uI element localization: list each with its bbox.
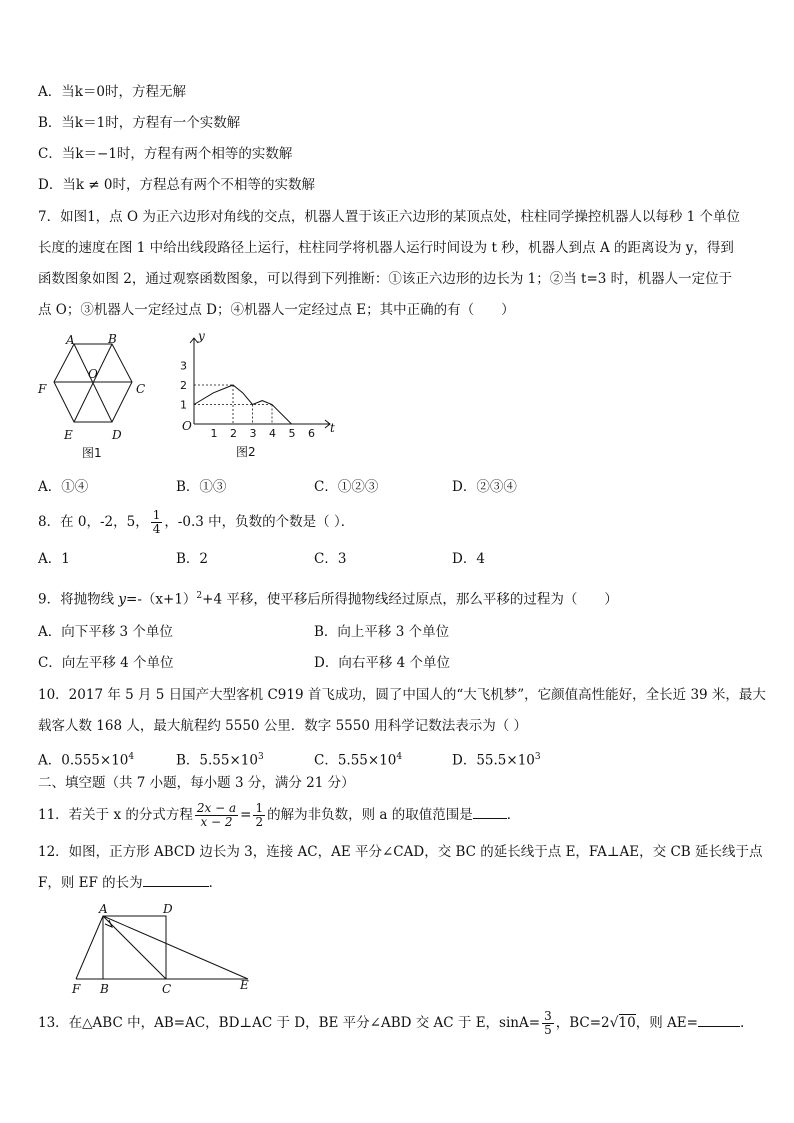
hex-label-b: B: [108, 332, 117, 346]
q8-option-a: A．1: [38, 551, 70, 567]
q7-option-d: D．②③④: [452, 479, 517, 495]
q7-line-1: 7．如图1，点 O 为正六边形对角线的交点，机器人置于该正六边形的某顶点处，柱柱同学操控机器人以每秒 1 个单位: [38, 209, 740, 225]
q6-option-a: A．当k＝0时，方程无解: [38, 84, 187, 100]
q10-option-a: [38, 747, 134, 771]
x-tick-label: 6: [308, 427, 315, 440]
q11-num: 2x − a: [196, 801, 237, 815]
x-tick-label: 3: [249, 427, 257, 440]
q10-option-d-base: D．55.5×10: [452, 752, 535, 769]
x-tick-label: 1: [210, 427, 218, 440]
q12-label-b: B: [100, 982, 109, 996]
q12-label-c: C: [162, 982, 172, 996]
line-fa: [76, 916, 103, 979]
q12-label-e: E: [240, 978, 249, 992]
q11-fraction-left: [195, 802, 238, 829]
q10-option-b-exp: 3: [257, 752, 264, 762]
q8-question: [38, 504, 354, 540]
y-axis-label: y: [198, 329, 205, 343]
q8-suffix: ，-0.3 中，负数的个数是（ ）．: [164, 514, 355, 530]
x-tick-label: 4: [269, 427, 276, 440]
q6-option-d: D．当k ≠ 0时，方程总有两个不相等的实数解: [38, 177, 315, 193]
q8-fraction: [151, 509, 163, 536]
q10-line-1: 10．2017 年 5 月 5 日国产大型客机 C919 首飞成功，圆了中国人的“大飞机梦”，它颜值高性能好，全长近 39 米，最大: [38, 687, 766, 703]
q10-option-d: [452, 747, 541, 771]
q11-den: x − 2: [200, 815, 233, 829]
q12-label-f: F: [72, 982, 81, 996]
q11-suffix: 的解为非负数，则 a 的取值范围是: [267, 807, 473, 823]
q12-label-d: D: [163, 902, 173, 916]
q7-line-4: 点 O；③机器人一定经过点 D；④机器人一定经过点 E；其中正确的有（ ）: [38, 302, 515, 318]
q9-text-c: +4 平移，使平移后所得抛物线经过原点，那么平移的过程为（ ）: [202, 591, 618, 608]
hex-label-e: E: [64, 428, 73, 442]
q7-figure-2-graph: [172, 328, 342, 463]
q10-option-c-exp: 4: [396, 752, 403, 762]
figure-1-caption: 图1: [82, 446, 102, 460]
q7-option-a: A．①④: [38, 479, 89, 495]
q12-line-1: 12．如图，正方形 ABCD 边长为 3，连接 AC，AE 平分∠CAD，交 BC 的延长线于点 E，FA⊥AE，交 CB 延长线于点: [38, 844, 763, 860]
q13-answer-blank: [698, 1026, 740, 1027]
q8-option-d: D．4: [452, 551, 485, 567]
x-tick-label: 5: [288, 427, 296, 440]
sqrt-icon: √: [609, 1015, 619, 1031]
q8-option-c: C．3: [314, 551, 347, 567]
q10-option-c: [314, 747, 402, 771]
q7-line-2: 长度的速度在图 1 中给出线段路径上运行，柱柱同学将机器人运行时间设为 t 秒，机器人到点 A 的距离设为 y，得到: [38, 240, 734, 256]
q13-fraction: [542, 1010, 554, 1037]
q7-line-3: 函数图象如图 2，通过观察函数图象，可以得到下列推断：①该正六边形的边长为 1；②当 t=3 时，机器人一定位于: [38, 271, 733, 287]
q13-prefix: 13．在△ABC 中，AB=AC，BD⊥AC 于 D，BE 平分∠ABD 交 AC 于 E，sinA=: [38, 1015, 541, 1031]
q8-frac-den: 4: [152, 522, 161, 536]
q10-option-a-exp: 4: [128, 752, 135, 762]
line-ae: [103, 916, 248, 979]
diagonal-ac: [103, 916, 166, 979]
q8-prefix: 8．在 0，-2，5，: [38, 514, 149, 530]
q11-rden: 2: [255, 815, 264, 829]
q10-option-b-base: B．5.55×10: [176, 752, 258, 769]
q8-option-b: B．2: [176, 551, 209, 567]
y-tick-label: 2: [180, 379, 187, 392]
q12-figure: [66, 900, 266, 1000]
q9-text-a: 9．将抛物线: [38, 591, 119, 608]
q11-equals: =: [240, 807, 252, 823]
q13-den: 5: [544, 1023, 552, 1037]
q9-option-c: C．向左平移 4 个单位: [38, 655, 174, 671]
q7-option-b: B．①③: [176, 479, 227, 495]
q10-line-2: 载客人数 168 人，最大航程约 5550 公里．数字 5550 用科学记数法表示为（ ）: [38, 718, 528, 734]
q9-option-a: A．向下平移 3 个单位: [38, 624, 173, 640]
q12-label-a: A: [99, 902, 108, 916]
q6-option-c: C．当k＝−1时，方程有两个相等的实数解: [38, 146, 293, 162]
hex-label-f: F: [38, 382, 47, 396]
q6-option-b: B．当k＝1时，方程有一个实数解: [38, 115, 241, 131]
q9-text-y: y: [118, 591, 127, 608]
q9-text-b: =-（x+1）: [126, 591, 197, 608]
q11-prefix: 11．若关于 x 的分式方程: [38, 807, 193, 823]
q13-num: 3: [544, 1009, 552, 1023]
q7-figure-1-hexagon: [30, 330, 160, 465]
q10-option-d-exp: 3: [534, 752, 541, 762]
x-tick-label: 2: [230, 427, 237, 440]
hex-label-a: A: [66, 333, 75, 347]
q11-answer-blank: [473, 818, 507, 819]
q8-frac-num: 1: [152, 508, 161, 522]
q11-end: ．: [506, 807, 521, 823]
q10-option-c-base: C．5.55×10: [314, 752, 397, 769]
q13-end: .: [739, 1015, 745, 1031]
q13-after: ，则 AE=: [635, 1015, 698, 1031]
q12-answer-blank: [143, 886, 209, 887]
q11-question: [38, 796, 520, 834]
y-tick-label: 3: [180, 359, 187, 373]
q12-line-2: [38, 873, 222, 893]
q11-rnum: 1: [255, 801, 264, 815]
q13-question: [38, 1003, 744, 1043]
figure-2-caption: 图2: [236, 445, 256, 459]
hex-label-d: D: [112, 428, 122, 442]
q10-option-b: [176, 747, 264, 771]
origin-label: O: [182, 419, 192, 433]
q9-option-b: B．向上平移 3 个单位: [314, 624, 450, 640]
q9-question: [38, 586, 618, 610]
q9-option-d: D．向右平移 4 个单位: [314, 655, 450, 671]
q9-exponent: 2: [196, 591, 203, 601]
y-tick-label: 1: [180, 398, 187, 412]
hex-label-c: C: [136, 382, 146, 396]
q12-line-2-text: F，则 EF 的长为: [38, 875, 143, 891]
q11-fraction-right: [253, 802, 265, 829]
q12-end: ．: [208, 875, 223, 891]
t-axis-label: t: [330, 421, 335, 435]
q13-root: 10: [618, 1015, 636, 1031]
q7-option-c: C．①②③: [314, 479, 379, 495]
q10-option-a-base: A．0.555×10: [38, 752, 129, 769]
section-2-heading: 二、填空题（共 7 小题，每小题 3 分，满分 21 分）: [38, 775, 355, 791]
q13-mid: ，BC=: [555, 1015, 602, 1031]
hex-label-o: O: [88, 367, 98, 381]
q13-root-coef: 2: [601, 1015, 610, 1031]
